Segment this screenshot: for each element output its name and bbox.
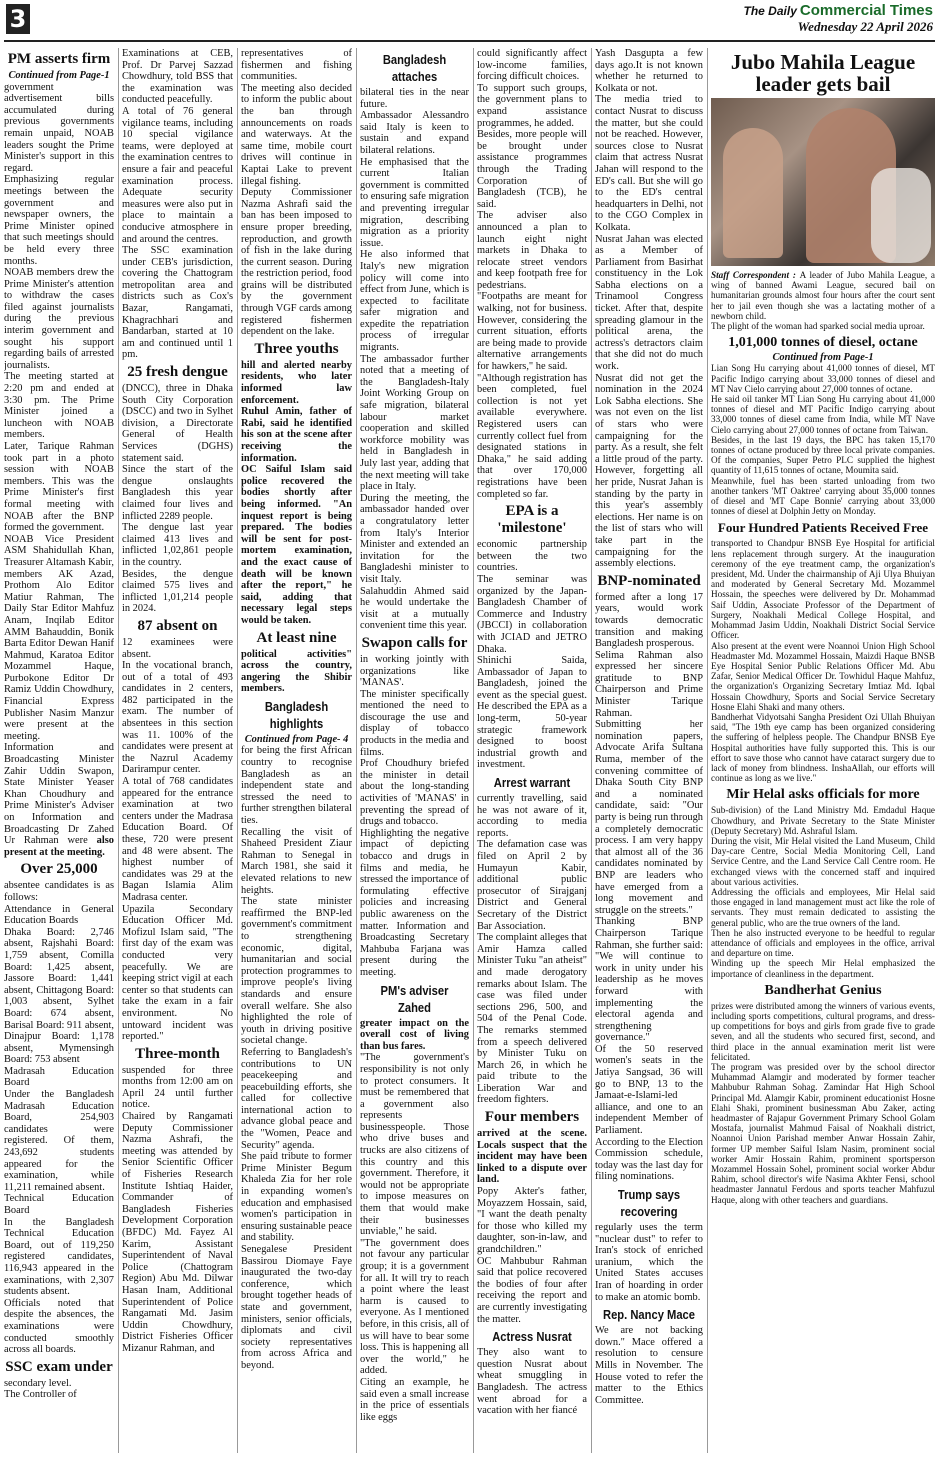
paragraph: regularly uses the term "nuclear dust" to refer to Iran's stock of enriched uranium, which the United States accuses Iran of hoarding in order to make an atomic bomb. [595,1222,703,1303]
paragraph: greater impact on the overall cost of living than bus fares. [360,1017,469,1052]
paragraph: transported to Chandpur BNSB Eye Hospital for artificial lens replacement through surgery. At the inauguration ceremony of the eye treatment camp, the organization's president, Md. Under the chairmanship of Aji Ulya Bhuiyan and moderated by General Secretary Md. Mozammel Hossain, the speeches were delivered by Dr. Mohammad Saif Uddin, Associate Professor of the Department of Surgery, Noakhali Medical College Hospital, and Mohammad Jasim Uddin, Noakhali District Social Service Officer. [711,538,935,641]
paragraph: A total of 768 candidates appeared for the entrance examination at two centers under the Madrasa Education Board. Of these, 720 were present and 48 were absent. The highest number of candidates was 29 at the Bagan Islamia Alim Madrasa center. [122,776,233,903]
paragraph: "Although registration has been completed, fuel collection is not yet available everywhere. Registered users can currently collect fuel from designated stations in Dhaka," he said adding that over 170,000 registrations have been completed so far. [477,372,587,500]
column-3 [241,48,352,1458]
paragraph: Selima Rahman also expressed her sincere gratitude to BNP Chairperson and Prime Minister Tarique Rahman. [595,649,703,719]
column-1 [4,48,114,1458]
paragraph: economic partnership between the two countries. [477,539,587,574]
headline-25-fresh-dengue: 25 fresh dengue [127,364,228,381]
paragraph: The complaint alleges that Amir Hamza called Minister Tuku "an atheist" and made derogatory remarks about Islam. The case was filed under sections 296, 500, and 504 of the Penal Code. The remarks stemmed from a speech delivered by Minister Tuku on March 26, in which he paid tribute to the Liberation War and freedom fighters. [477,932,587,1106]
paragraph: Besides, in the last 19 days, the BPC has taken 15,170 tonnes of octane produced by three local private companies. Of the companies, Super Petro PLC supplied the highest quantity of 11,615 tonnes of octane, Moumita said. [711,434,935,476]
page-number: 3 [6,4,30,34]
paragraph: OC Mahbubur Rahman said that police recovered the bodies of four after receiving the report and are currently investigating the matter. [477,1255,587,1325]
headline-arrest-warrant: Arrest warrant [493,775,571,791]
paragraph: The meeting started at 2:20 pm and ended at 3:30 pm. The Prime Minister joined a luncheon with NOAB members. [4,371,114,441]
column-4 [360,48,469,1458]
masthead-rule [4,40,935,42]
headline-bandherhat-genius: Bandherhat Genius [764,982,882,998]
paragraph: Later, Tarique Rahman took part in a photo session with NOAB members. This was the Prime Minister's first formal meeting with NOAB after the BNP formed the government. [4,441,114,534]
paragraph: The ambassador further noted that a meeting of the Bangladesh-Italy Joint Working Group on safe migration, bilateral labour market cooperation and skilled workforce mobility was held in Bangladesh in July last year, adding that the next meeting will take place in Italy. [360,353,469,493]
headline-three-youths: Three youths [254,340,339,357]
paragraph-bold-text: also present at the meeting. [4,835,114,858]
paragraph: representatives of fishermen and fishing communities. [241,48,352,83]
headline-rep-nancy-mace: Rep. Nancy Mace [603,1307,695,1323]
paragraph: for being the first African country to recognise Bangladesh as an independent state and stressed the need to further strengthen bilateral ties. [241,745,352,827]
headline-diesel-octane: 1,01,000 tonnes of diesel, octane [728,335,918,351]
headline-pms-adviser-zahed: PM's adviser Zahed [380,982,449,1015]
paragraph: could significantly affect low-income families, forcing difficult choices. [477,48,587,83]
brand-name: Commercial Times [799,2,933,19]
paragraph: Examinations at CEB, Prof. Dr Parvej Sazzad Chowdhury, told BSS that the examination was conducted peacefully. [122,48,233,106]
paragraph: Thanking BNP Chairperson Tarique Rahman, she further said: "We will continue to work in unity under his leadership as he moves forward with implementing the electoral agenda and strengthening governance." [595,916,703,1044]
column-divider [118,48,119,1453]
column-6 [595,48,703,1458]
paragraph: Senegalese President Bassirou Diomaye Faye inaugurated the two-day conference, which brought together heads of state and government, ministers, senior officials, diplomats and civil society representatives from across Africa and beyond. [241,1244,352,1371]
paragraph: A total of 76 general vigilance teams, including 10 special vigilance teams, were deployed at the examination centres to ensure a fair and peaceful examination process. Adequate security measures were also put in place to maintain a conducive atmosphere in and around the centres. [122,105,233,245]
paragraph: Also present at the event were Noannoi Union High School Headmaster Md. Mozammel Hossain, Maizdi Haque BNSB Eye Hospital Senior Public Relations Officer Md. Abu Zafar, Senior Medical Officer Dr. Towhidul Haque Mahfuz, the organization's Organizing Secretary Imtiaz Md. Iqbal Hossain Chowdhury, Sports and Social Service Secretary Hosne Elahi Shaki and many others. [711,640,935,712]
headline-over-25000: Over 25,000 [20,861,98,878]
photo-figure [871,168,931,263]
headline-mir-helal: Mir Helal asks officials for more [726,787,920,803]
paragraph: political activities" across the country, angering the Shibir members. [241,648,352,695]
paragraph: Dhaka Board: 2,746 absent, Rajshahi Board: 1,759 absent, Comilla Board: 1,425 absent, Jassore Board: 1,441 absent, Chittagong Board: 1,003 absent, Sylhet Board: 674 absent, Barisal Board: 911 absent, Dinajpur Board: 1,178 absent, Mymensingh Board: 753 absent [4,926,114,1066]
paragraph: "The government's responsibility is not only to protect consumers. It must be remembered that a government also represents businesspeople. Those who drive buses and trucks are also citizens of this country and this government. Therefore, it would not be appropriate to impose measures on them that would make their businesses unviable," he said. [360,1052,469,1238]
paragraph: bilateral ties in the near future. [360,87,469,110]
paragraph: The seminar was organized by the Japan-Bangladesh Chamber of Commerce and Industry (JBCCI) in collaboration with JCIAD and JETRO Dhaka. [477,573,587,655]
headline-at-least-nine: At least nine [256,629,337,646]
paragraph: Under the Bangladesh Madrasah Education Board, 254,903 candidates were registered. Of them, 243,692 students appeared for the examination, while 11,211 remained absent. [4,1089,114,1193]
paragraph: Emphasizing regular meetings between the government and newspaper owners, the Prime Minister opined that such meetings should be held every three months. [4,174,114,267]
column-5 [477,48,587,1458]
paragraph: The Controller of [4,1389,77,1401]
paragraph: 12 examinees were absent. [122,636,233,660]
paragraph: arrived at the scene. Locals suspect that the incident may have been linked to a dispute over land. [477,1128,587,1186]
masthead-brand [744,2,933,19]
paragraph: Citing an example, he said even a small increase in the price of essentials like eggs [360,1376,469,1423]
paragraph: NOAB Vice President ASM Shahidullah Khan, Treasurer Altamash Kabir, members AK Azad, Prothom Alo Editor Matiur Rahman, The Daily Star Editor Mahfuz Anam, Inqilab Editor AMM Bahauddin, Bonik Barta Editor Dewan Hanif Mahmud, Karatoa Editor Mozammel Haque, Purbokone Editor Dr Ramiz Uddin Chowdhury, Financial Express Publisher Nasim Manzur were present at the meeting. [4,533,114,742]
paragraph: OC Saiful Islam said police recovered the bodies shortly after being informed. "An inquest report is being prepared. The bodies will be sent for post-mortem examination, and the exact cause of death will be known after the report," he said, adding that necessary legal steps would be taken. [241,464,352,626]
paragraph: They also want to question Nusrat about wheat smuggling in Bangladesh. The actress went abroad for a vacation with her fiancé [477,1347,587,1417]
column-7 [711,48,935,1458]
headline-pm-asserts-firm: PM asserts firm [7,51,111,67]
paragraph: The media tried to contact Nusrat to discuss the matter, but she could not be reached. However, sources close to Nusrat claim that actress Nusrat Jahan will respond to the ED's call. But she will go to the ED's central headquarters in Delhi, not to the CGO Complex in Kolkata. [595,94,703,233]
paragraph: She paid tribute to former Prime Minister Begum Khaleda Zia for her role in expanding women's education and emphasised women's participation in ensuring sustainable peace and stability. [241,1151,352,1244]
paragraph: Winding up the speech Mir Helal emphasized the importance of cleanliness in the department. [711,958,935,979]
continued-label: Continued from Page-1 [772,352,874,364]
paragraph: suspended for three months from 12:00 am on April 24 until further notice. [122,1064,233,1111]
paragraph [4,742,114,858]
column-divider [707,48,708,1453]
news-photo [711,98,935,266]
headline-bangladesh-attaches: Bangladesh attaches [382,52,447,84]
headline-ssc-exam-under: SSC exam under [5,1358,113,1375]
paragraph: Attendance in General Education Boards [4,903,114,927]
headline-trump-says-recovering: Trump says recovering [617,1187,681,1219]
paragraph: To support such groups, the government plans to expand assistance programmes, he added. [477,82,587,129]
paragraph: Nusrat Jahan was elected as a Member of Parliament from Basirhat constituency in the Lok Sabha elections on a Trinamool Congress ticket. After that, despite spreading glamour in the political arena, the actress's detractors claim that she did not do much work. [595,233,703,373]
column-divider [473,48,474,1453]
paragraph: Then he also instructed everyone to be heedful to regular attendance of officials and employees in the office, arrival and departure on time. [711,927,935,959]
brand-prefix: The Daily [743,4,797,18]
paragraph: Salahuddin Ahmed said he would undertake the visit at a mutually convenient time this year. [360,585,469,632]
paragraph: The meeting also decided to inform the public about the ban through announcements on roads and waterways. At the same time, mobile court drives will continue in Kaptai Lake to prevent illegal fishing. [241,82,352,187]
paragraph: The minister specifically mentioned the need to discourage the use and display of tobacco products in the media and films. [360,688,469,758]
paragraph: Prof Choudhury briefed the minister in detail about the long-standing activities of 'MANAS' in preventing the spread of drugs and tobacco. [360,758,469,828]
paragraph: The state minister reaffirmed the BNP-led government's commitment to strengthening economic, digital, humanitarian and social protection programmes to improve people's living standards and ensure overall welfare. She also highlighted the role of youth in driving positive societal change. [241,896,352,1047]
paragraph: Submitting her nomination papers, Advocate Arifa Sultana Ruma, member of the convening committee of Dhaka South City BNP and a nominated candidate, said: "Our party is being run through a completely democratic process. I am very happy that almost all of the 36 candidates nominated by BNP are leaders who have emerged from a long movement and struggle on the streets." [595,719,703,916]
paragraph: absentee candidates is as follows: [4,880,114,903]
paragraph: (DNCC), three in Dhaka South City Corporation (DSCC) and two in Sylhet division, a Directorate General of Health Services (DGHS) statement said. [122,383,233,464]
paragraph: According to the Election Commission schedule, today was the last day for filing nominations. [595,1136,703,1183]
paragraph: Ruhul Amin, father of Rabi, said he identified his son at the scene after receiving the information. [241,406,352,464]
paragraph: Addressing the officials and employees, Mir Helal said those engaged in land management must act like the role of servants. They must remain dedicated to assisting the general public, who are the true owners of the land. [711,886,935,928]
paragraph: Besides, more people will be brought under assistance programmes through the Trading Corporation of Bangladesh (TCB), he said. [477,129,587,210]
headline-actress-nusrat: Actress Nusrat [492,1329,572,1345]
column-divider [237,48,238,1453]
paragraph: During the visit, Mir Helal visited the Land Museum, Child Day-care Centre, Social Media Monitoring Cell, Land Service Centre, and the Land Service Call Centre room. He exchanged views with the concerned staff and inquired about various activities. [711,835,935,887]
paragraph: He also informed that Italy's new migration policy will come into effect from June, which is expected to facilitate safer migration and expedite the repatriation process of irregular migrants. [360,249,469,354]
paragraph: Highlighting the negative impact of depicting tobacco and drugs in films and media, he stressed the importance of formulating effective policies and increasing public awareness on the matter. Information and Broadcasting Secretary Mahbuba Farjana was present during the meeting. [360,827,469,978]
paragraph: Deputy Commissioner Nazma Ashrafi said the ban has been imposed to ensure proper breeding, reproduction, and growth of fish in the lake during the current season. During the restriction period, food grains will be distributed by the government through VGF cards among registered fishermen dependent on the lake. [241,187,352,338]
headline-three-month: Three-month [135,1045,220,1062]
byline: Staff Correspondent : [711,270,800,280]
paragraph [711,270,935,321]
paragraph: "Footpaths are meant for walking, not for business. However, considering the current situation, efforts are being made to provide alternative arrangements for hawkers," he said. [477,291,587,373]
paragraph: The dengue last year claimed 413 lives and inflicted 1,02,861 people in the country. [122,522,233,568]
column-2 [122,48,233,1458]
paragraph: NOAB members drew the Prime Minister's attention to withdraw the cases filed against journalists during the previous interim government and sought his support regarding bails of arrested journalists. [4,267,114,371]
headline-jubo-mahila-league: Jubo Mahila League leader gets bail [730,50,916,96]
paragraph: Since the start of the dengue onslaughts Bangladesh this year claimed four lives and inflicted 2289 people. [122,464,233,522]
headline-bnp-nominated: BNP-nominated [597,572,701,589]
paragraph: During the meeting, the ambassador handed over a congratulatory letter from Italy's Interior Minister and extended an invitation for the Bangladeshi minister to visit Italy. [360,492,469,585]
continued-label: Continued from Page-1 [8,70,110,81]
headline-bangladesh-highlights: Bangladesh highlights [264,698,329,731]
paragraph: He said oil tanker MT Lian Song Hu carrying about 41,000 tonnes of diesel and MT Pacific Indigo carrying about 33,000 tonnes of diesel came from India, while MT Nave Cielo carrying about 27,000 tonnes of octane from Taiwan. [711,394,935,435]
paragraph: government advertisement bills accumulated during previous governments remain unpaid, NOAB leaders sought the Prime Minister's support in this regard. [4,81,114,174]
paragraph: Upazila Secondary Education Officer Md. Mofizul Islam said, "The first day of the exam was conducted very peacefully. We are keeping strict vigil at each center so that students can take the exam in a fair environment. No untoward incident was reported." [122,903,233,1043]
paragraph: "The government does not favour any particular group; it is a government for all. It will try to reach a point where the least harm is caused to everyone. As I mentioned before, in this crisis, all of us will have to bear some loss. This is happening all over the world," he added. [360,1237,469,1377]
paragraph: The plight of the woman had sparked social media uproar. [711,321,925,332]
headline-four-hundred-patients: Four Hundred Patients Received Free [717,520,929,536]
paragraph: Yash Dasgupta a few days ago.It is not known whether he returned to Kolkata or not. [595,48,703,94]
paragraph: Officials noted that despite the absences, the examinations were conducted smoothly across all boards. [4,1297,114,1356]
headline-87-absent-on: 87 absent on [137,617,218,634]
paragraph: formed after a long 17 years, would work towards democratic transition and making Bangladesh prosperous. [595,591,703,650]
continued-label: Continued from Page- 4 [244,733,349,745]
masthead [744,2,933,35]
column-divider [356,48,357,1453]
paragraph-text: A leader of Jubo Mahila League, a wing of banned Awami League, secured bail on humanitarian grounds almost four hours after the court sent her to jail even though she was a lactating mother of a newborn child. [711,270,935,321]
paragraph: We are not backing down." Mace offered a resolution to censure Mills in November. The House voted to refer the matter to the Ethics Committee. [595,1325,703,1406]
issue-date: Wednesday 22 April 2026 [797,19,933,34]
paragraph: Recalling the visit of Shaheed President Ziaur Rahman to Senegal in March 1981, she said it elevated relations to new heights. [241,826,352,896]
paragraph: Popy Akter's father, Moyazzem Hossain, said, "I want the death penalty for those who killed my daughter, son-in-law, and grandchildren." [477,1186,587,1255]
paragraph: In the vocational branch, out of a total of 493 candidates in 2 centers, 482 participated in the exam. The number of absentees in this section was 11. 100% of the candidates were present at the Nazrul Academy Darirampur center. [122,660,233,776]
paragraph: hill and alerted nearby residents, who later informed law enforcement. [241,359,352,406]
paragraph: Sub-division) of the Land Ministry Md. Emdadul Haque Chowdhury, and Private Secretary to the State Minister (Deputy Secretary) Md. Ashraful Islam. [711,805,935,836]
paragraph: Chaired by Rangamati Deputy Commissioner Nazma Ashrafi, the meeting was attended by Senior Scientific Officer of Fisheries Research Institute Ishtiaq Haider, Commander of Bangladesh Fisheries Development Corporation (BFDC) Md. Fayez Al Karim, Assistant Superintendent of Naval Police (Chattogram Region) Abu Md. Dilwar Hasan Inam, Additional Superintendent of Police Rangamati Md. Jasim Uddin Chowdhury, District Fisheries Officer Mizanur Rahman, and [122,1111,233,1354]
column-divider [591,48,592,1453]
paragraph: The adviser also announced a plan to launch eight night markets in Dhaka to relocate street vendors and keep footpath free for pedestrians. [477,210,587,291]
paragraph: Bandherhat Vidyotsahi Sangha President Ozi Ullah Bhuiyan said, "The 19th eye camp has been organized considering the suffering of helpless people. The Chandpur BNSB Eye Hospital authorities have fully supported this. This is our effort to save those who cannot have cataract surgery due to lack of money from blindness. InshaAllah, our efforts will continue as long as we live." [711,711,935,784]
paragraph: Besides, the dengue claimed 575 lives and inflicted 1,01,214 people in 2024. [122,568,233,615]
paragraph: in working jointly with organizations like 'MANAS'. [360,653,469,689]
paragraph: Technical Education Board [4,1193,114,1216]
paragraph: Referring to Bangladesh's contributions to UN peacekeeping and peacebuilding efforts, she called for collective international action to advance global peace and the "Women, Peace and Security" agenda. [241,1046,352,1151]
paragraph: Ambassador Alessandro said Italy is keen to sustain and expand bilateral relations. [360,110,469,156]
paragraph: In the Bangladesh Technical Education Board, out of 119,250 registered candidates, 116,943 appeared in the examinations, with 2,307 students absent. [4,1216,114,1298]
paragraph-text: Information and Broadcasting Minister Zahir Uddin Swapon, State Minister Yeaser Khan Choudhury and Prime Minister's Adviser on Information and Broadcasting Dr Zahed Ur Rahman were [4,742,114,847]
paragraph: He emphasised that the current Italian government is committed to ensuring safe migration and preventing irregular migration, describing migration as a priority issue. [360,156,469,249]
paragraph: Madrasah Education Board [4,1065,114,1089]
headline-epa-milestone: EPA is a 'milestone' [497,503,567,537]
paragraph: currently travelling, said he was not aware of it, according to media reports. [477,793,587,839]
headline-swapon-calls-for: Swapon calls for [361,634,468,651]
photo-figure [723,128,783,258]
headline-four-members: Four members [484,1109,580,1126]
paragraph: Nusrat did not get the nomination in the 2024 Lok Sabha elections. She was not even on the list of stars who were campaigning for the party. As a result, she felt a little proud of the party. However, forgetting all her pride, Nusrat Jahan is standing by the party in this year's assembly elections. Her name is on the list of stars who will take part in the campaigning for the assembly elections. [595,372,703,570]
paragraph: secondary level. [4,1377,72,1389]
paragraph: The SSC examination under CEB's jurisdiction, covering the Chattogram metropolitan area and districts such as Cox's Bazar, Rangamati, Khagrachhari and Bandarban, started at 10 am and continued until 1 pm. [122,245,233,361]
paragraph: Meanwhile, fuel has been started unloading from two another tankers 'MT Oaktree' carrying about 35,000 tonnes of diesel and 'MT Cape Bonnie' carrying about 33,000 tonnes of diesel at Dolphin Jetty on Monday. [711,475,935,517]
paragraph: Lian Song Hu carrying about 41,000 tonnes of diesel, MT Pacific Indigo carrying about 33,000 tonnes of diesel and MT Nav Cielo carrying about 27,000 tonnes of octane. [711,363,935,394]
paragraph: Shinichi Saida, Ambassador of Japan to Bangladesh, joined the event as the special guest. He described the EPA as a long-term, 50-year strategic framework designed to boost industrial growth and investment. [477,655,587,771]
paragraph: prizes were distributed among the winners of various events, including sports competitions, cultural programs, and dress-up competitions for boys and girls from grade five to grade seven, and all the students who secured first, second, and third place in the annual examination merit list were felicitated. [711,1000,935,1062]
paragraph: Of the 50 reserved women's seats in the Jatiya Sangsad, 36 will go to BNP, 13 to the Jamaat-e-Islami-led alliance, and one to an independent Member of Parliament. [595,1043,703,1137]
paragraph: The defamation case was filed on April 2 by Humayun Kabir, additional public prosecutor of Sirajganj District and General Secretary of the District Bar Association. [477,839,587,932]
paragraph: The program was presided over by the school director Muhammad Alamgir and moderated by former teacher Mahbubur Rahman Sohag. Zamindar Hat High School Principal Md. Alamgir Kabir, prominent educationist Hosne Elahi Shaki, prominent businessman Abu Zaker, acting headmaster of Rajapur Government Primary School Golam Mostafa, journalist Mahmud Faisal of Noakhali district, Noannoi Union Parishad member Anwar Hossain Zahir, former UP member Saiful Islam Nasim, prominent social worker Amir Hossain Rahim, prominent sportsperson Mozammel Hossain Sohel, prominent social worker Abdur Rahim, school director's wife Nasima Akhter Fensi, school headmaster Jannatul Ferdous and sports teacher Mahfuzul Haque, along with other teachers and guardians. [711,1062,935,1205]
